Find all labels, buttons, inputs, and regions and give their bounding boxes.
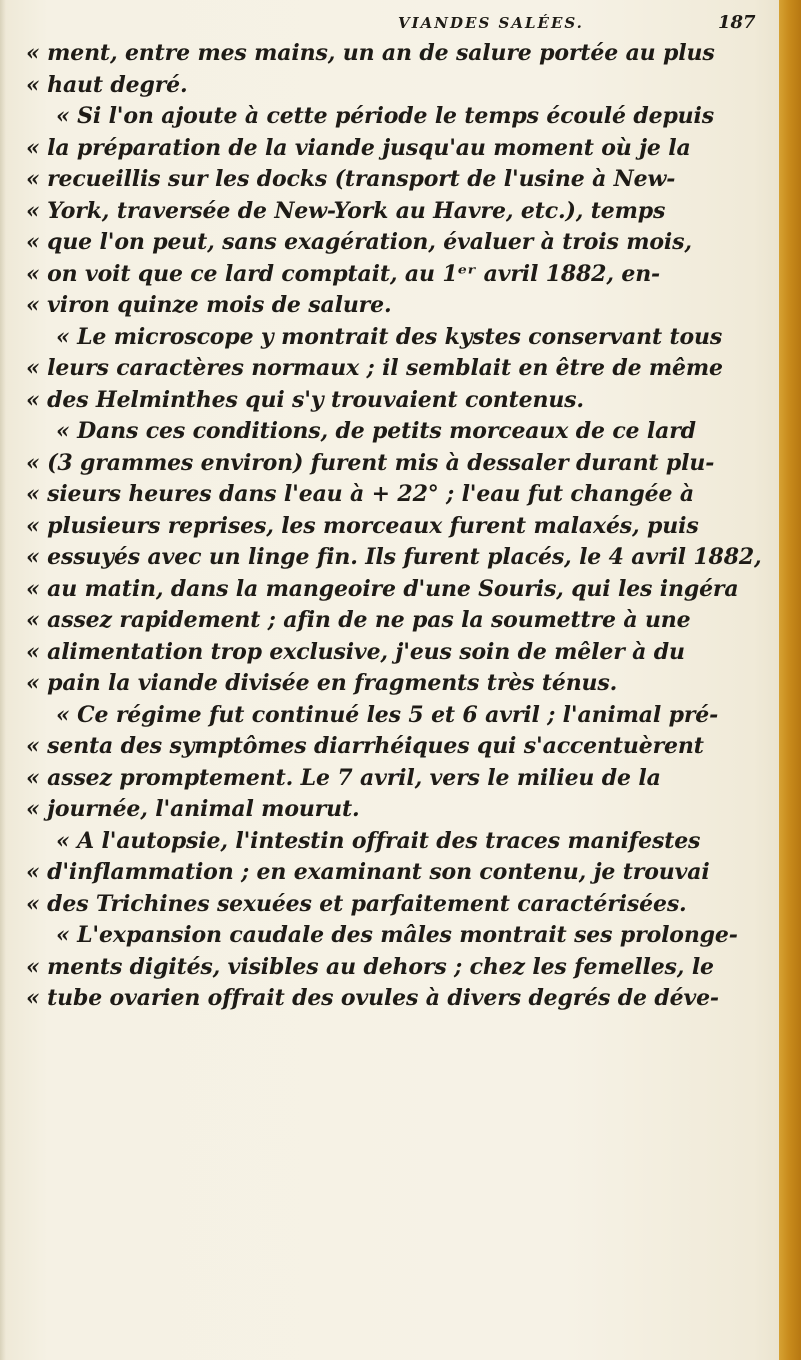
text-line: « assez promptement. Le 7 avril, vers le milieu de la [26, 764, 661, 791]
text-line: « leurs caractères normaux ; il semblait en être de même [26, 355, 723, 381]
text-line: « (3 grammes environ) furent mis à dessaler durant plu- [26, 449, 715, 476]
text-line: « journée, l'animal mourut. [26, 796, 360, 822]
text-line: « York, traversée de New-York au Havre, etc.), temps [26, 197, 666, 224]
text-line: « des Trichines sexuées et parfaitement caractérisées. [26, 890, 687, 917]
text-line: « plusieurs reprises, les morceaux furent malaxés, puis [26, 512, 699, 539]
text-line: « au matin, dans la mangeoire d'une Souris, qui les ingéra [26, 575, 739, 602]
text-line: « sieurs heures dans l'eau à + 22° ; l'eau fut changée à [26, 481, 694, 507]
text-line: « que l'on peut, sans exagération, évaluer à trois mois, [26, 229, 692, 255]
text-line: « Dans ces conditions, de petits morceaux de ce lard [56, 418, 696, 444]
text-line: « L'expansion caudale des mâles montrait ses prolonge- [56, 922, 738, 948]
text-line: « on voit que ce lard comptait, au 1ᵉʳ avril 1882, en- [26, 260, 661, 287]
text-line: « Si l'on ajoute à cette période le temps écoulé depuis [56, 103, 714, 129]
text-line: « Le microscope y montrait des kystes conservant tous [56, 323, 723, 350]
text-line: « des Helminthes qui s'y trouvaient contenus. [26, 386, 584, 413]
text-line: « assez rapidement ; afin de ne pas la soumettre à une [26, 607, 691, 633]
text-line: « d'inflammation ; en examinant son contenu, je trouvai [26, 859, 710, 885]
text-line: « essuyés avec un linge fin. Ils furent placés, le 4 avril 1882, [26, 544, 762, 570]
running-title: VIANDES SALÉES. [398, 14, 584, 32]
page-left-edge [0, 0, 6, 1360]
text-line: « viron quinze mois de salure. [26, 292, 392, 318]
book-spine-edge [779, 0, 801, 1360]
text-line: « recueillis sur les docks (transport de l'usine à New- [26, 166, 676, 192]
text-line: « haut degré. [26, 71, 188, 98]
text-line: « la préparation de la viande jusqu'au moment où je la [26, 134, 691, 161]
text-line: « A l'autopsie, l'intestin offrait des traces manifestes [56, 827, 701, 854]
text-line: « tube ovarien offrait des ovules à divers degrés de déve- [26, 985, 719, 1011]
page-number: 187 [718, 12, 756, 33]
text-line: « senta des symptômes diarrhéiques qui s'accentuèrent [26, 733, 704, 759]
running-head [0, 6, 779, 38]
text-line: « alimentation trop exclusive, j'eus soin de mêler à du [26, 638, 685, 665]
text-line: « ments digités, visibles au dehors ; chez les femelles, le [26, 953, 714, 980]
text-line: « Ce régime fut continué les 5 et 6 avril ; l'animal pré- [56, 701, 719, 728]
body-text [26, 38, 768, 1015]
text-line: « ment, entre mes mains, un an de salure portée au plus [26, 40, 715, 66]
text-line: « pain la viande divisée en fragments très ténus. [26, 670, 618, 696]
